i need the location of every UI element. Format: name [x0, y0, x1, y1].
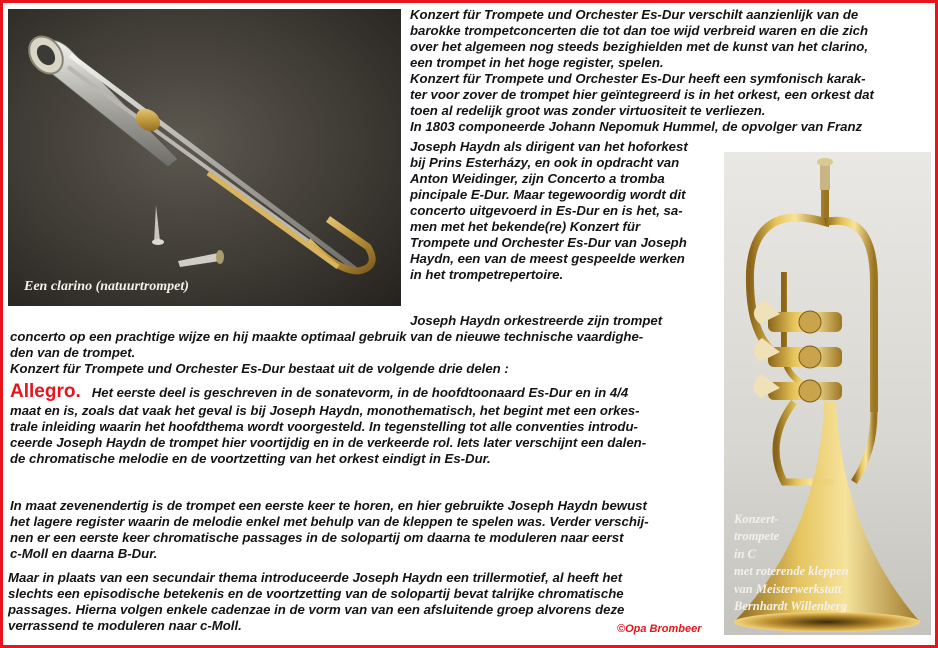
allegro-paragraph	[10, 382, 722, 467]
text-line: den van de trompet.	[10, 345, 136, 360]
text-line: ceerde Joseph Haydn de trompet hier voortijdig en in de verkeerde rol. Iets later verschijnt een dalen-	[10, 435, 647, 450]
horn-caption-line: van Meisterwerkstatt	[734, 581, 842, 596]
clarino-illustration	[8, 9, 401, 306]
text-line: concerto op een prachtige wijze en hij maakte optimaal gebruik van de nieuwe technische vaardighe-	[10, 329, 644, 344]
orchestration-paragraph	[410, 313, 722, 329]
text-line: passages. Hierna volgen enkele cadenzae in de vorm van van een afsluitende groep alvorens deze	[8, 602, 625, 617]
allegro-heading: Allegro.	[10, 381, 81, 402]
text-line: Konzert für Trompete und Orchester Es-Dur verschilt aanzienlijk van de	[410, 7, 859, 22]
text-line: verrassend te moduleren naar c-Moll.	[8, 618, 242, 633]
text-line: In maat zevenendertig is de trompet een eerste keer te horen, en hier gebruikte Joseph Haydn bewust	[10, 498, 647, 513]
clarino-caption: Een clarino (natuurtrompet)	[24, 279, 189, 294]
text-line: een trompet in het hoge register, spelen.	[410, 55, 664, 70]
clarino-photo	[8, 9, 401, 306]
text-line: Trompete und Orchester Es-Dur van Joseph	[410, 235, 687, 250]
horn-caption-line: met roterende kleppen	[734, 564, 849, 579]
text-line: c-Moll en daarna B-Dur.	[10, 546, 158, 561]
intro-paragraph	[410, 7, 932, 135]
text-line: het lagere register waarin de melodie enkel met behulp van de kleppen te spelen was. Verder verschij-	[10, 514, 649, 529]
text-line: in het trompetrepertoire.	[410, 267, 564, 282]
hummel-paragraph	[410, 139, 722, 283]
text-line: barokke trompetconcerten die tot dan toe wijd verbreid waren en die zich	[410, 23, 869, 38]
text-line: bij Prins Esterházy, en ook in opdracht van	[410, 155, 680, 170]
text-line: Het eerste deel is geschreven in de sonatevorm, in de hoofdtoonaard Es-Dur en in 4/4	[91, 385, 629, 400]
text-line: concerto uitgevoerd in Es-Dur en is het, sa-	[410, 203, 683, 218]
text-line: men met het bekende(re) Konzert für	[410, 219, 641, 234]
text-line: Joseph Haydn als dirigent van het hoforkest	[410, 139, 688, 154]
measure-paragraph	[10, 498, 722, 562]
text-line: trale inleiding waarin het hoofdthema wordt voorgesteld. In tegenstelling tot alle conventies introdu-	[10, 419, 638, 434]
copyright-signature: ©Opa Brombeer	[617, 623, 702, 635]
text-line: Konzert für Trompete und Orchester Es-Dur bestaat uit de volgende drie delen :	[10, 361, 509, 376]
konzerttrompete-caption	[734, 511, 849, 615]
text-line: over het algemeen nog steeds bezighielden met de kunst van het clarino,	[410, 39, 869, 54]
text-line: Konzert für Trompete und Orchester Es-Dur heeft een symfonisch karak-	[410, 71, 866, 86]
text-line: Joseph Haydn orkestreerde zijn trompet	[410, 313, 663, 328]
horn-caption-line: Bernhardt Willenberg	[734, 599, 847, 614]
text-line: ter voor zover de trompet hier geïntegreerd is in het orkest, een orkest dat	[410, 87, 874, 102]
text-line: Anton Weidinger, zijn Concerto a tromba	[410, 171, 665, 186]
text-line: In 1803 componeerde Johann Nepomuk Hummel, de opvolger van Franz	[410, 119, 863, 134]
text-line: de chromatische melodie en de voortzetting van het orkest eindigt in Es-Dur.	[10, 451, 491, 466]
text-line: Maar in plaats van een secundair thema introduceerde Joseph Haydn een trillermotief, al heeft het	[8, 570, 623, 585]
text-line: maat en is, zoals dat vaak het geval is bij Joseph Haydn, monothematisch, het begint met een orkes-	[10, 403, 640, 418]
horn-caption-line: trompete	[734, 529, 780, 544]
konzerttrompete-photo	[724, 152, 931, 635]
horn-caption-line: in C	[734, 546, 756, 561]
text-line: nen er een eerste keer chromatische passages in de solopartij om daarna te moduleren naar eerst	[10, 530, 624, 545]
text-line: pincipale E-Dur. Maar tegewoordig wordt dit	[410, 187, 686, 202]
horn-caption-line: Konzert-	[734, 512, 779, 526]
text-line: slechts een episodische betekenis en de voortzetting van de solopartij bevat talrijke chromatische	[8, 586, 624, 601]
orchestration-continued	[10, 329, 722, 377]
text-line: Haydn, een van de meest gespeelde werken	[410, 251, 685, 266]
text-line: toen al redelijk groot was zonder virtuositeit te verliezen.	[410, 103, 766, 118]
trill-paragraph	[8, 570, 722, 634]
